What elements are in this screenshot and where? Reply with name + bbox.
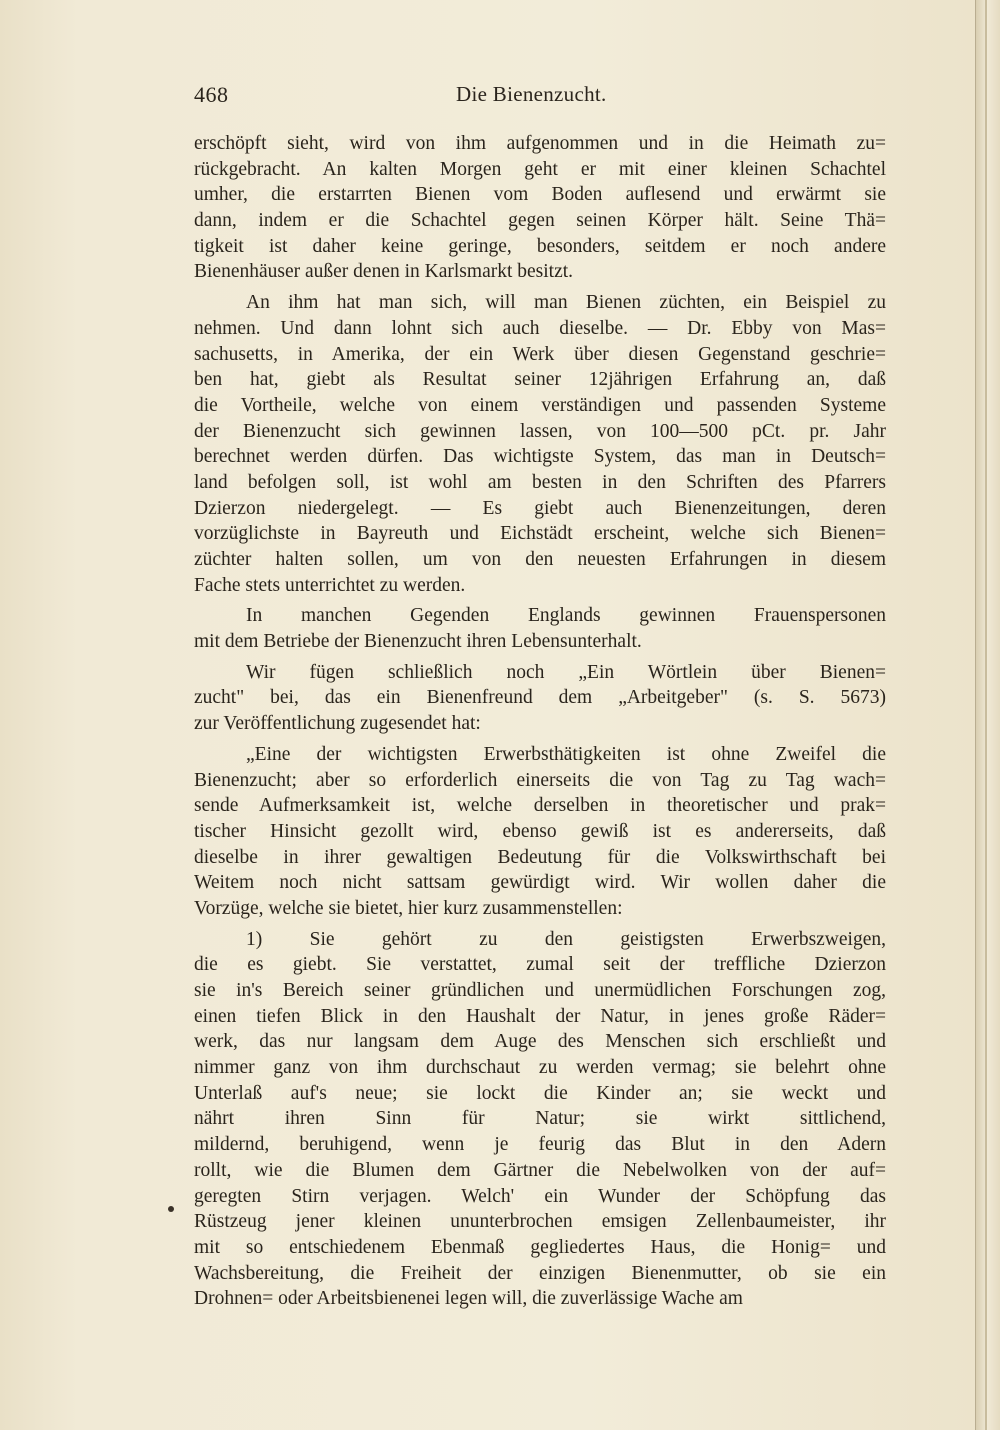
paragraph [194,927,886,1312]
text-line: geregten Stirn verjagen. Welch' ein Wunder der Schöpfung das [194,1185,886,1207]
page-header [194,82,886,112]
body-text [194,131,886,1312]
text-line: nährt ihren Sinn für Natur; sie wirkt sittlichend, [194,1108,886,1130]
paragraph [194,131,886,285]
margin-mark [168,1206,174,1212]
text-line: rollt, wie die Blumen dem Gärtner die Nebelwolken von der auf= [194,1159,886,1181]
text-line: Weitem noch nicht sattsam gewürdigt wird. Wir wollen daher die [194,872,886,894]
text-line: Dzierzon niedergelegt. — Es giebt auch Bienenzeitungen, deren [194,497,886,519]
text-line: „Eine der wichtigsten Erwerbsthätigkeiten ist ohne Zweifel die [246,743,886,765]
text-line: werk, das nur langsam dem Auge des Menschen sich erschließt und [194,1031,886,1053]
text-line: züchter halten sollen, um von den neuesten Erfahrungen in diesem [194,549,886,570]
text-line: nimmer ganz von ihm durchschaut zu werden vermag; sie belehrt ohne [194,1057,886,1079]
text-line: rückgebracht. An kalten Morgen geht er mit einer kleinen Schachtel [194,158,886,180]
text-line: Unterlaß auf's neue; sie lockt die Kinder an; sie weckt und [194,1082,886,1104]
text-line: die es giebt. Sie verstattet, zumal seit der treffliche Dzierzon [194,954,886,976]
text-line: sachusetts, in Amerika, der ein Werk über diesen Gegenstand geschrie= [194,343,886,365]
text-line: einen tiefen Blick in den Haushalt der Natur, in jenes große Räder= [194,1005,886,1027]
text-line: sende Aufmerksamkeit ist, welche derselben in theoretischer und prak= [194,795,886,817]
text-line: zur Veröffentlichung zugesendet hat: [194,713,481,735]
text-line: Vorzüge, welche sie bietet, hier kurz zusammenstellen: [194,897,623,919]
text-line: Fache stets unterrichtet zu werden. [194,574,466,596]
book-gutter [975,0,1000,1430]
gutter-edge [985,0,987,1430]
text-line: 1) Sie gehört zu den geistigsten Erwerbszweigen, [246,928,886,950]
text-line: nehmen. Und dann lohnt sich auch dieselbe. — Dr. Ebby von Mas= [194,317,886,339]
text-line: mit so entschiedenem Ebenmaß gegliedertes Haus, die Honig= und [194,1236,886,1258]
text-line: ben hat, giebt als Resultat seiner 12jährigen Erfahrung an, daß [194,369,886,391]
text-line: die Vortheile, welche von einem verständigen und passenden Systeme [194,394,886,416]
text-line: An ihm hat man sich, will man Bienen züchten, ein Beispiel zu [246,292,886,314]
text-line: berechnet werden dürfen. Das wichtigste System, das man in Deutsch= [194,446,886,468]
text-line: Bienenhäuser außer denen in Karlsmarkt besitzt. [194,261,574,283]
text-line: Drohnen= oder Arbeitsbienenei legen will, die zuverlässige Wache am [194,1288,743,1310]
text-line: zucht" bei, das ein Bienenfreund dem „Arbeitgeber" (s. S. 5673) [194,687,886,709]
paragraph [194,290,886,598]
text-line: umher, die erstarrten Bienen vom Boden auflesend und erwärmt sie [194,184,886,206]
paragraph [194,603,886,654]
text-line: Rüstzeug jener kleinen ununterbrochen emsigen Zellenbaumeister, ihr [194,1211,886,1233]
text-line: dann, indem er die Schachtel gegen seinen Körper hält. Seine Thä= [194,210,886,232]
text-line: der Bienenzucht sich gewinnen lassen, von 100—500 pCt. pr. Jahr [194,420,886,442]
text-line: erschöpft sieht, wird von ihm aufgenommen und in die Heimath zu= [194,133,886,154]
text-line: Bienenzucht; aber so erforderlich einerseits die von Tag zu Tag wach= [194,769,886,791]
page-number: 468 [194,82,229,107]
text-line: In manchen Gegenden Englands gewinnen Frauenspersonen [246,605,886,627]
text-line: mildernd, beruhigend, wenn je feurig das Blut in den Adern [194,1134,886,1156]
paragraph [194,660,886,737]
text-line: land befolgen soll, ist wohl am besten in den Schriften des Pfarrers [194,471,886,493]
running-head: Die Bienenzucht. [456,82,607,106]
text-line: tischer Hinsicht gezollt wird, ebenso gewiß ist es andererseits, daß [194,820,886,842]
text-line: sie in's Bereich seiner gründlichen und unermüdlichen Forschungen zog, [194,980,886,1001]
text-line: tigkeit ist daher keine geringe, besonders, seitdem er noch andere [194,235,886,257]
text-line: Wachsbereitung, die Freiheit der einzigen Bienenmutter, ob sie ein [194,1262,886,1284]
text-line: vorzüglichste in Bayreuth und Eichstädt erscheint, welche sich Bienen= [194,523,886,545]
text-line: Wir fügen schließlich noch „Ein Wörtlein über Bienen= [246,661,886,683]
paragraph [194,742,886,922]
text-line: mit dem Betriebe der Bienenzucht ihren Lebensunterhalt. [194,631,642,653]
text-line: dieselbe in ihrer gewaltigen Bedeutung für die Volkswirthschaft bei [194,846,886,868]
